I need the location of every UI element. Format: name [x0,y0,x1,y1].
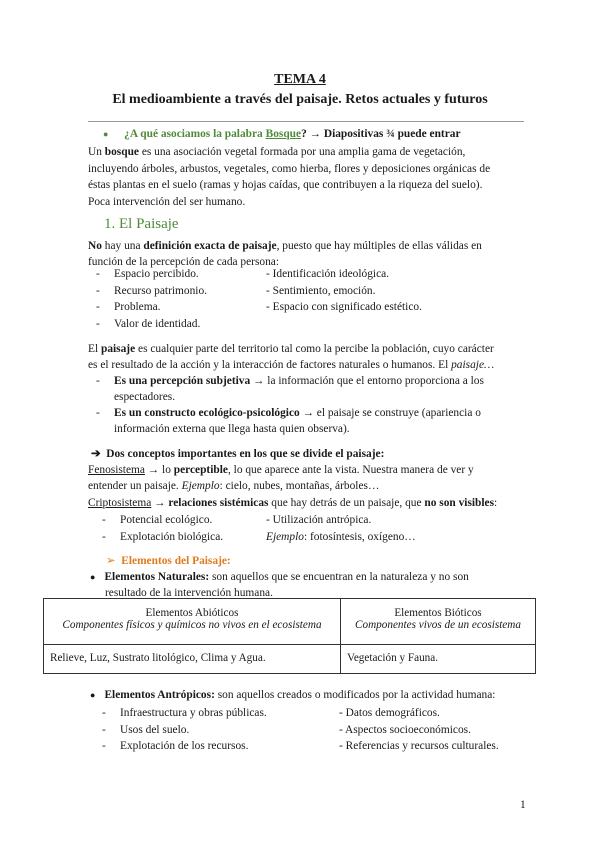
anthropic-elements-bullet: ● Elementos Antrópicos: son aquellos creados o modificados por la actividad humana: [90,689,496,701]
arrow-icon: ➔ [91,448,101,460]
bullet-icon: ● [103,129,109,139]
cripto-list-right [266,512,416,545]
perception-list-right [266,266,422,316]
list-item: - Espacio con significado estético. [266,301,422,313]
construct-bullet: - Es un constructo ecológico-psicológico → el paisaje se construye (apariencia o información externa que llega hasta quien observa). [96,407,481,435]
list-item: - Sentimiento, emoción. [266,284,376,297]
list-item: - Datos demográficos. [339,707,440,719]
list-item: - Infraestructura y obras públicas. [102,707,267,719]
perception-list-left [96,266,207,332]
page-number: 1 [520,799,526,811]
concepts-heading: ➔ Dos conceptos importantes en los que se divide el paisaje: [91,448,385,460]
list-item: - Referencias y recursos culturales. [339,740,499,752]
anthropic-list-right [339,705,499,755]
list-item: - Explotación biológica. [102,530,224,543]
elements-table [43,598,536,674]
cripto-list-left [102,512,223,545]
list-item: - Aspectos socioeconómicos. [339,723,471,736]
landscape-paragraph: El paisaje es cualquier parte del territorio tal como la percibe la población, cuyo carácter es el resultado de la acción y la interacción de factores naturales o humanos. El paisaje… [88,343,495,371]
list-item: - Identificación ideológica. [266,268,390,280]
title-divider [88,121,524,122]
list-item: - Valor de identidad. [96,317,201,330]
list-item: - Problema. [96,301,161,313]
subjective-bullet: - Es una percepción subjetiva → la información que el entorno proporciona a los espectadores. [96,375,484,403]
abiotic-header: Elementos Abióticos Componentes físicos y químicos no vivos en el ecosistema [44,599,341,645]
list-item: - Utilización antrópica. [266,514,372,526]
arrowhead-icon: ➢ [106,555,116,567]
list-item: - Usos del suelo. [102,723,190,736]
elements-heading: ➢ Elementos del Paisaje: [106,555,231,567]
bullet-icon: ● [90,572,96,582]
bullet-icon: ● [90,690,96,700]
definition-paragraph: No hay una definición exacta de paisaje, puesto que hay múltiples de ellas válidas en función de la percepción de cada persona: [88,240,482,268]
natural-elements-bullet: ● Elementos Naturales: son aquellos que se encuentran en la naturaleza y no son resultado de la intervención humana. [90,571,469,599]
abiotic-cell: Relieve, Luz, Sustrato litológico, Clima y Agua. [44,645,341,674]
list-item: Ejemplo: fotosíntesis, oxígeno… [266,530,416,543]
intro-paragraph: Un bosque es una asociación vegetal formada por una amplia gama de vegetación, incluyendo árboles, arbustos, vegetales, como hierba, flores y deposiciones orgánicas de éstas plantas en el suelo (ramas y hojas caídas, que contribuyen a la riqueza del suelo). Poca intervención del ser humano. [88,146,491,208]
section-heading: 1. El Paisaje [104,216,179,232]
criptosistema-line: Criptosistema → relaciones sistémicas que hay detrás de un paisaje, que no son visibles: [88,497,498,509]
anthropic-list-left [102,705,267,755]
list-item: - Potencial ecológico. [102,514,213,526]
list-item: - Explotación de los recursos. [102,740,249,752]
list-item: - Espacio percibido. [96,268,199,280]
biotic-header: Elementos Bióticos Componentes vivos de un ecosistema [341,599,536,645]
doc-subtitle: El medioambiente a través del paisaje. Retos actuales y futuros [112,92,488,107]
doc-title: TEMA 4 [274,72,326,87]
biotic-cell: Vegetación y Fauna. [341,645,536,674]
fenosistema-paragraph: Fenosistema → lo perceptible, lo que aparece ante la vista. Nuestra manera de ver y entender un paisaje. Ejemplo: cielo, nubes, montañas, árboles… [88,464,474,492]
intro-question: ● ¿A qué asociamos la palabra Bosque? → Diapositivas ¾ puede entrar [103,128,461,140]
list-item: - Recurso patrimonio. [96,284,208,297]
